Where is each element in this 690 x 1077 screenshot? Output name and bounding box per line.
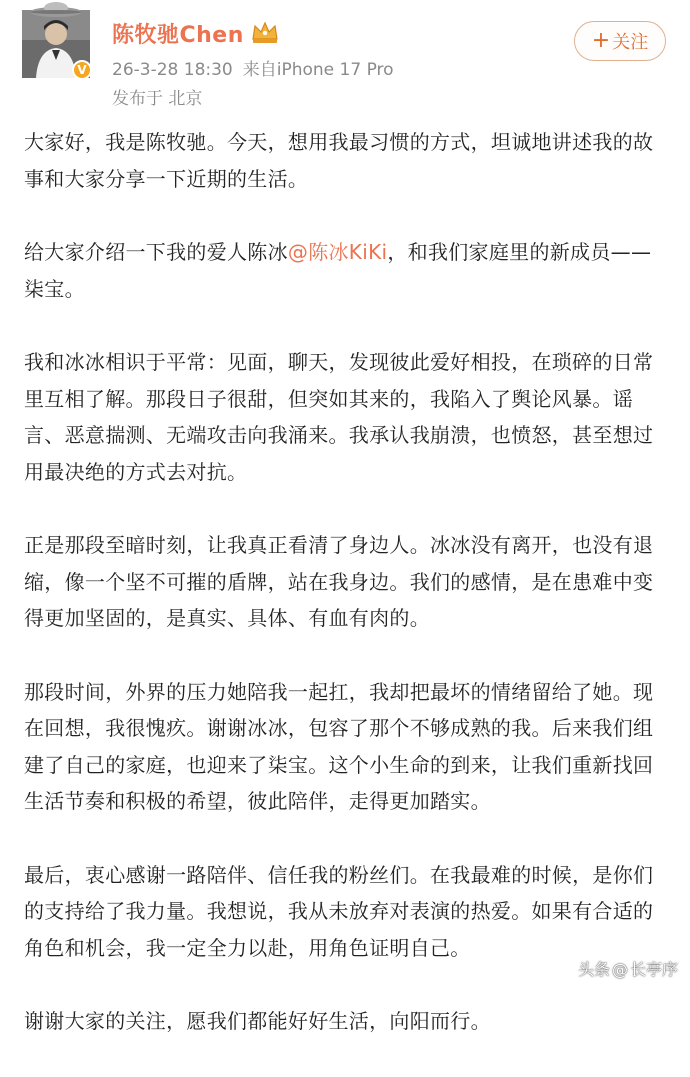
post-paragraph: 最后，衷心感谢一路陪伴、信任我的粉丝们。在我最难的时候，是你们的支持给了我力量。我想说，我从未放弃对表演的热爱。如果有合适的角色和机会，我一定全力以赴，用角色证明自己。 xyxy=(24,862,654,960)
verified-badge-icon: V xyxy=(72,60,92,80)
post-paragraph: 我和冰冰相识于平常：见面，聊天，发现彼此爱好相投，在琐碎的日常里互相了解。那段日子很甜，但突如其来的，我陷入了舆论风暴。谣言、恶意揣测、无端攻击向我涌来。我承认我崩溃，也愤怒，甚至想过用最决绝的方式去对抗。 xyxy=(24,350,654,484)
post-paragraph xyxy=(24,234,666,307)
post-text: 给大家介绍一下我的爱人陈冰 xyxy=(24,240,288,264)
post-meta xyxy=(112,55,394,80)
post-source: 来自iPhone 17 Pro xyxy=(242,60,394,80)
watermark xyxy=(578,957,678,980)
ufo-pendant-icon xyxy=(28,0,84,18)
post-text: ，和我们家庭里的新成员——柒宝。 xyxy=(24,240,652,301)
post-location: 发布于 北京 xyxy=(112,89,203,109)
post-paragraph: 谢谢大家的关注，愿我们都能好好生活，向阳而行。 xyxy=(24,1009,491,1033)
post-paragraph: 正是那段至暗时刻，让我真正看清了身边人。冰冰没有离开，也没有退缩，像一个坚不可摧的盾牌，站在我身边。我们的感情，是在患难中变得更加坚固的，是真实、具体、有血有肉的。 xyxy=(24,533,654,630)
post-body xyxy=(24,124,666,1077)
follow-button[interactable] xyxy=(574,21,666,61)
post-header xyxy=(0,0,690,112)
user-name[interactable]: 陈牧驰Chen xyxy=(112,23,244,48)
watermark-name: 长亭序 xyxy=(629,960,678,979)
post-time: 26-3-28 18:30 xyxy=(112,60,233,80)
avatar-container[interactable] xyxy=(22,10,94,82)
post-paragraph: 那段时间，外界的压力她陪我一起扛，我却把最坏的情绪留给了她。现在回想，我很愧疚。谢谢冰冰，包容了那个不够成熟的我。后来我们组建了自己的家庭，也迎来了柒宝。这个小生命的到来，让我们重新找回生活节奏和积极的希望，彼此陪伴，走得更加踏实。 xyxy=(24,679,654,813)
plus-icon: + xyxy=(591,28,611,53)
watermark-prefix: 头条 xyxy=(577,960,610,979)
watermark-at: @ xyxy=(611,960,628,979)
follow-label: 关注 xyxy=(612,32,649,53)
mention-link[interactable]: @陈冰KiKi xyxy=(287,240,388,264)
post-paragraph: 大家好，我是陈牧驰。今天，想用我最习惯的方式，坦诚地讲述我的故事和大家分享一下近期的生活。 xyxy=(24,130,654,191)
crown-icon xyxy=(250,19,280,45)
